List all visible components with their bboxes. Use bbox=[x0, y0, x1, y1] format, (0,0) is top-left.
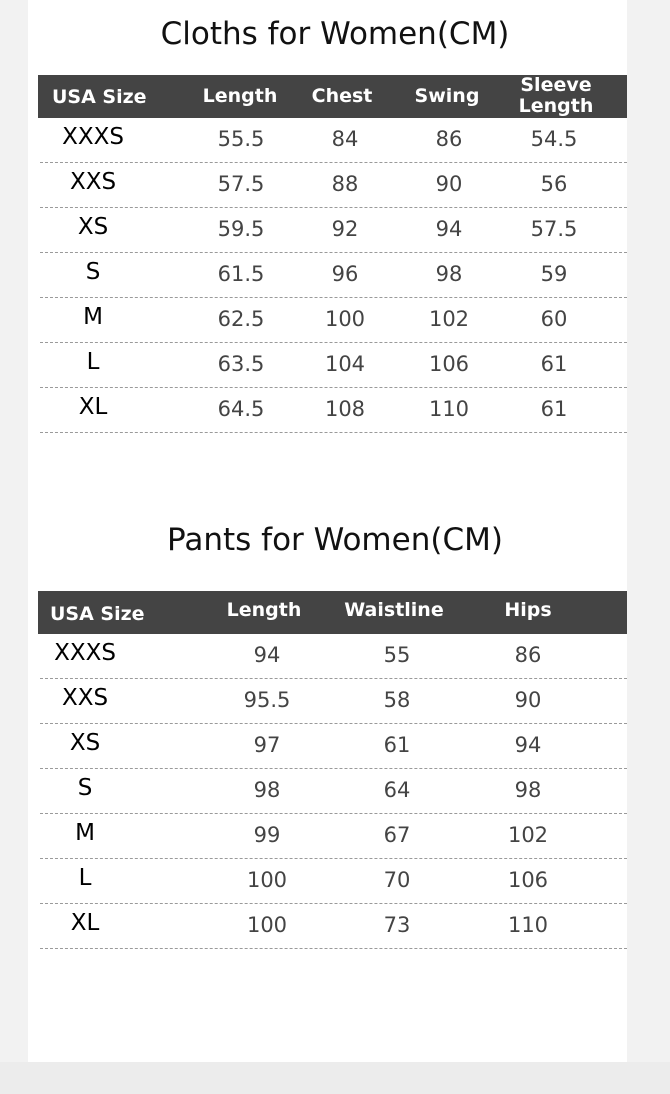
length-cell: 63.5 bbox=[217, 352, 265, 376]
waistline-cell: 58 bbox=[383, 688, 411, 712]
bottom-band bbox=[0, 1062, 670, 1094]
waistline-cell: 64 bbox=[383, 778, 411, 802]
chest-cell: 96 bbox=[331, 262, 359, 286]
hips-cell: 90 bbox=[514, 688, 542, 712]
length-cell: 100 bbox=[246, 868, 288, 892]
chest-cell: 100 bbox=[324, 307, 366, 331]
waistline-cell: 61 bbox=[383, 733, 411, 757]
sleeve-length-cell: 54.5 bbox=[530, 127, 578, 151]
size-cell: XS bbox=[69, 730, 101, 756]
header-sleeve-line2: Length bbox=[518, 95, 594, 117]
hips-cell: 106 bbox=[507, 868, 549, 892]
header-sleeve-line1: Sleeve bbox=[520, 74, 592, 96]
length-cell: 94 bbox=[253, 643, 281, 667]
swing-cell: 102 bbox=[428, 307, 470, 331]
length-cell: 57.5 bbox=[217, 172, 265, 196]
table-row bbox=[40, 342, 627, 388]
table-row bbox=[40, 858, 627, 904]
sleeve-length-cell: 59 bbox=[540, 262, 568, 286]
length-cell: 100 bbox=[246, 913, 288, 937]
sleeve-length-cell: 60 bbox=[540, 307, 568, 331]
header-usa-size: USA Size bbox=[52, 86, 147, 108]
hips-cell: 98 bbox=[514, 778, 542, 802]
length-cell: 61.5 bbox=[217, 262, 265, 286]
waistline-cell: 70 bbox=[383, 868, 411, 892]
size-cell: L bbox=[78, 865, 92, 891]
header-length: Length bbox=[202, 85, 278, 107]
header-chest: Chest bbox=[311, 85, 373, 107]
length-cell: 64.5 bbox=[217, 397, 265, 421]
swing-cell: 90 bbox=[435, 172, 463, 196]
table-row bbox=[40, 678, 627, 724]
pants-table-title: Pants for Women(CM) bbox=[167, 522, 503, 558]
length-cell: 98 bbox=[253, 778, 281, 802]
size-cell: XL bbox=[70, 910, 100, 936]
hips-cell: 102 bbox=[507, 823, 549, 847]
table-row bbox=[40, 162, 627, 208]
length-cell: 95.5 bbox=[243, 688, 291, 712]
size-cell: XXS bbox=[61, 685, 109, 711]
swing-cell: 98 bbox=[435, 262, 463, 286]
length-cell: 99 bbox=[253, 823, 281, 847]
size-cell: S bbox=[85, 259, 101, 285]
table-row bbox=[40, 387, 627, 433]
waistline-cell: 73 bbox=[383, 913, 411, 937]
chest-cell: 92 bbox=[331, 217, 359, 241]
size-cell: M bbox=[83, 304, 103, 330]
size-cell: XXS bbox=[69, 169, 117, 195]
hips-cell: 86 bbox=[514, 643, 542, 667]
waistline-cell: 55 bbox=[383, 643, 411, 667]
table-row bbox=[40, 252, 627, 298]
swing-cell: 106 bbox=[428, 352, 470, 376]
header-waistline: Waistline bbox=[344, 599, 444, 621]
table-row bbox=[40, 117, 627, 163]
header-swing: Swing bbox=[414, 85, 480, 107]
waistline-cell: 67 bbox=[383, 823, 411, 847]
table-row bbox=[40, 207, 627, 253]
table-row bbox=[40, 723, 627, 769]
length-cell: 62.5 bbox=[217, 307, 265, 331]
hips-cell: 110 bbox=[507, 913, 549, 937]
size-cell: XS bbox=[77, 214, 109, 240]
header-hips: Hips bbox=[504, 599, 552, 621]
table-row bbox=[40, 903, 627, 949]
chest-cell: 104 bbox=[324, 352, 366, 376]
length-cell: 97 bbox=[253, 733, 281, 757]
hips-cell: 94 bbox=[514, 733, 542, 757]
swing-cell: 86 bbox=[435, 127, 463, 151]
size-cell: XXXS bbox=[62, 124, 124, 150]
size-cell: XL bbox=[78, 394, 108, 420]
header-sleeve-length bbox=[519, 75, 594, 117]
size-cell: M bbox=[75, 820, 95, 846]
table-row bbox=[40, 813, 627, 859]
header-length: Length bbox=[226, 599, 302, 621]
table-row bbox=[40, 768, 627, 814]
chest-cell: 88 bbox=[331, 172, 359, 196]
table-row bbox=[40, 297, 627, 343]
size-cell: L bbox=[86, 349, 100, 375]
length-cell: 59.5 bbox=[217, 217, 265, 241]
clothes-table-title: Cloths for Women(CM) bbox=[160, 16, 510, 52]
clothes-table-header bbox=[38, 75, 627, 118]
sleeve-length-cell: 56 bbox=[540, 172, 568, 196]
chest-cell: 84 bbox=[331, 127, 359, 151]
sleeve-length-cell: 61 bbox=[540, 397, 568, 421]
sleeve-length-cell: 61 bbox=[540, 352, 568, 376]
chest-cell: 108 bbox=[324, 397, 366, 421]
pants-table-header bbox=[38, 591, 627, 634]
sleeve-length-cell: 57.5 bbox=[530, 217, 578, 241]
size-cell: S bbox=[77, 775, 93, 801]
swing-cell: 94 bbox=[435, 217, 463, 241]
size-cell: XXXS bbox=[54, 640, 116, 666]
header-usa-size: USA Size bbox=[50, 603, 145, 625]
length-cell: 55.5 bbox=[217, 127, 265, 151]
table-row bbox=[40, 633, 627, 679]
swing-cell: 110 bbox=[428, 397, 470, 421]
